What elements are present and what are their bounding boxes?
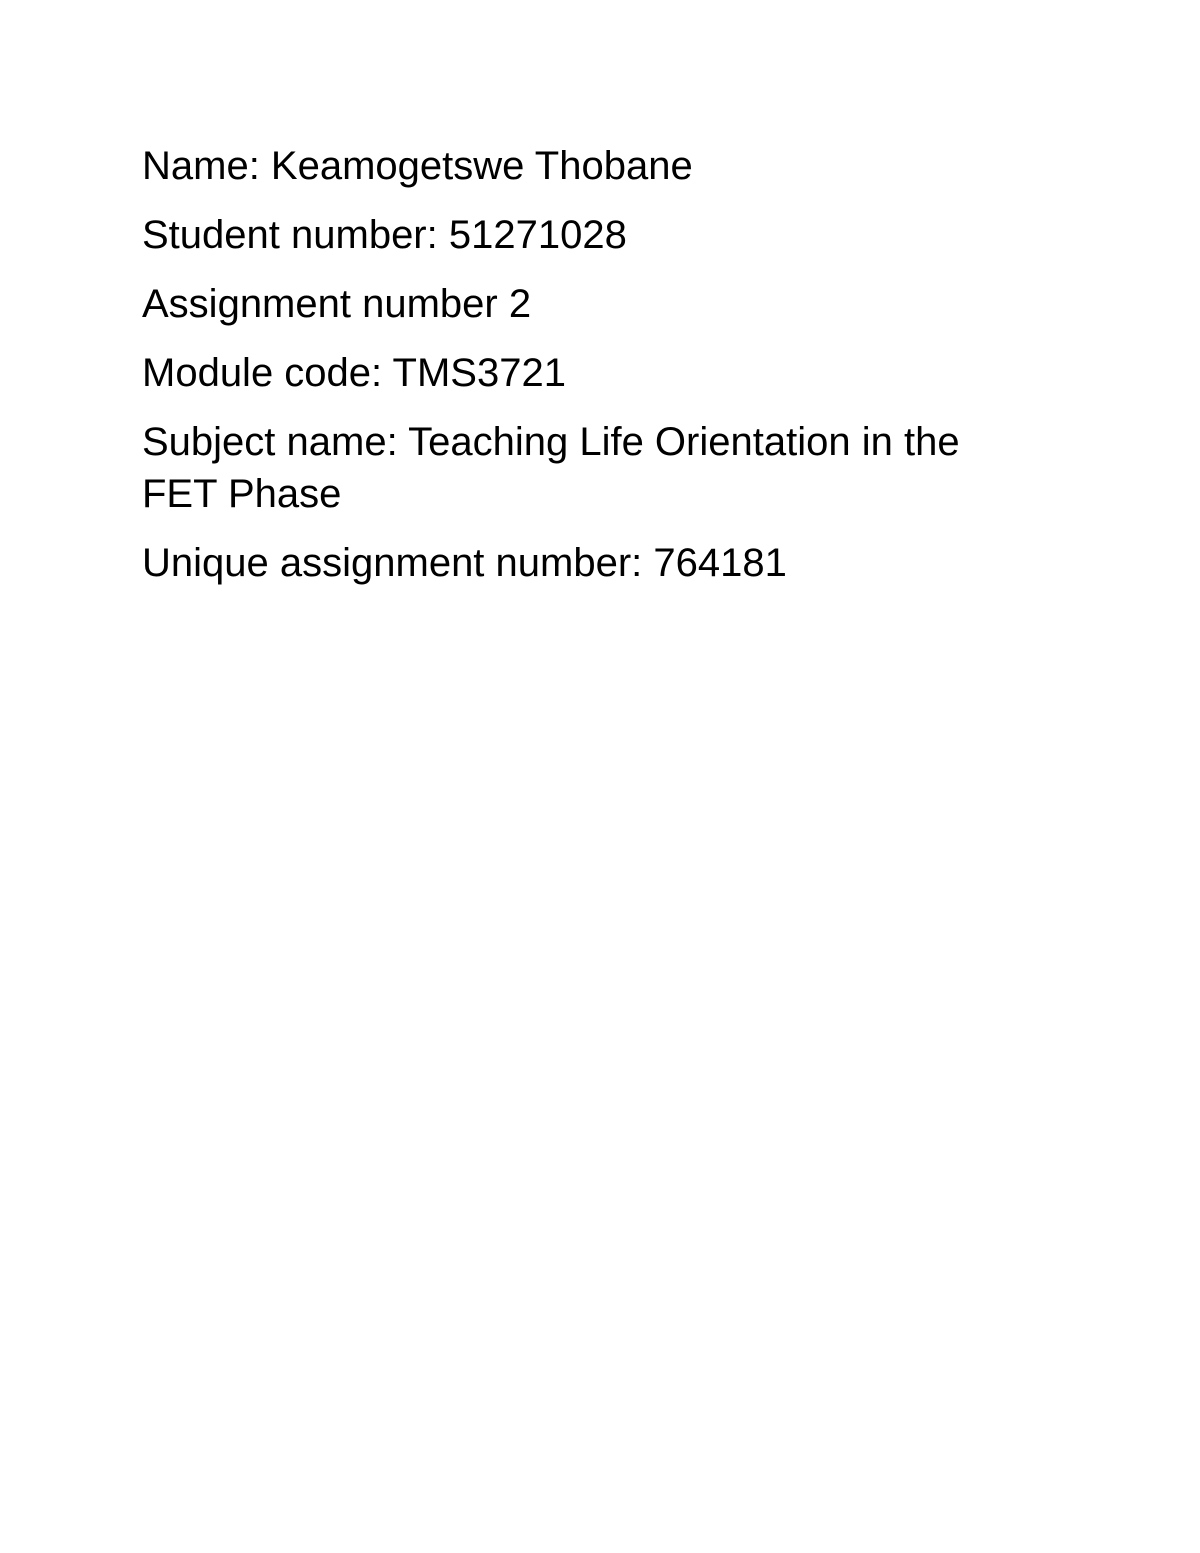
subject-name: Subject name: Teaching Life Orientation in the FET Phase <box>142 420 960 516</box>
cover-details <box>142 140 1042 606</box>
unique-assignment-number: Unique assignment number: 764181 <box>142 541 787 585</box>
module-code: Module code: TMS3721 <box>142 351 566 395</box>
assignment-number: Assignment number 2 <box>142 282 532 326</box>
student-number: Student number: 51271028 <box>142 213 627 257</box>
student-name: Name: Keamogetswe Thobane <box>142 144 693 188</box>
